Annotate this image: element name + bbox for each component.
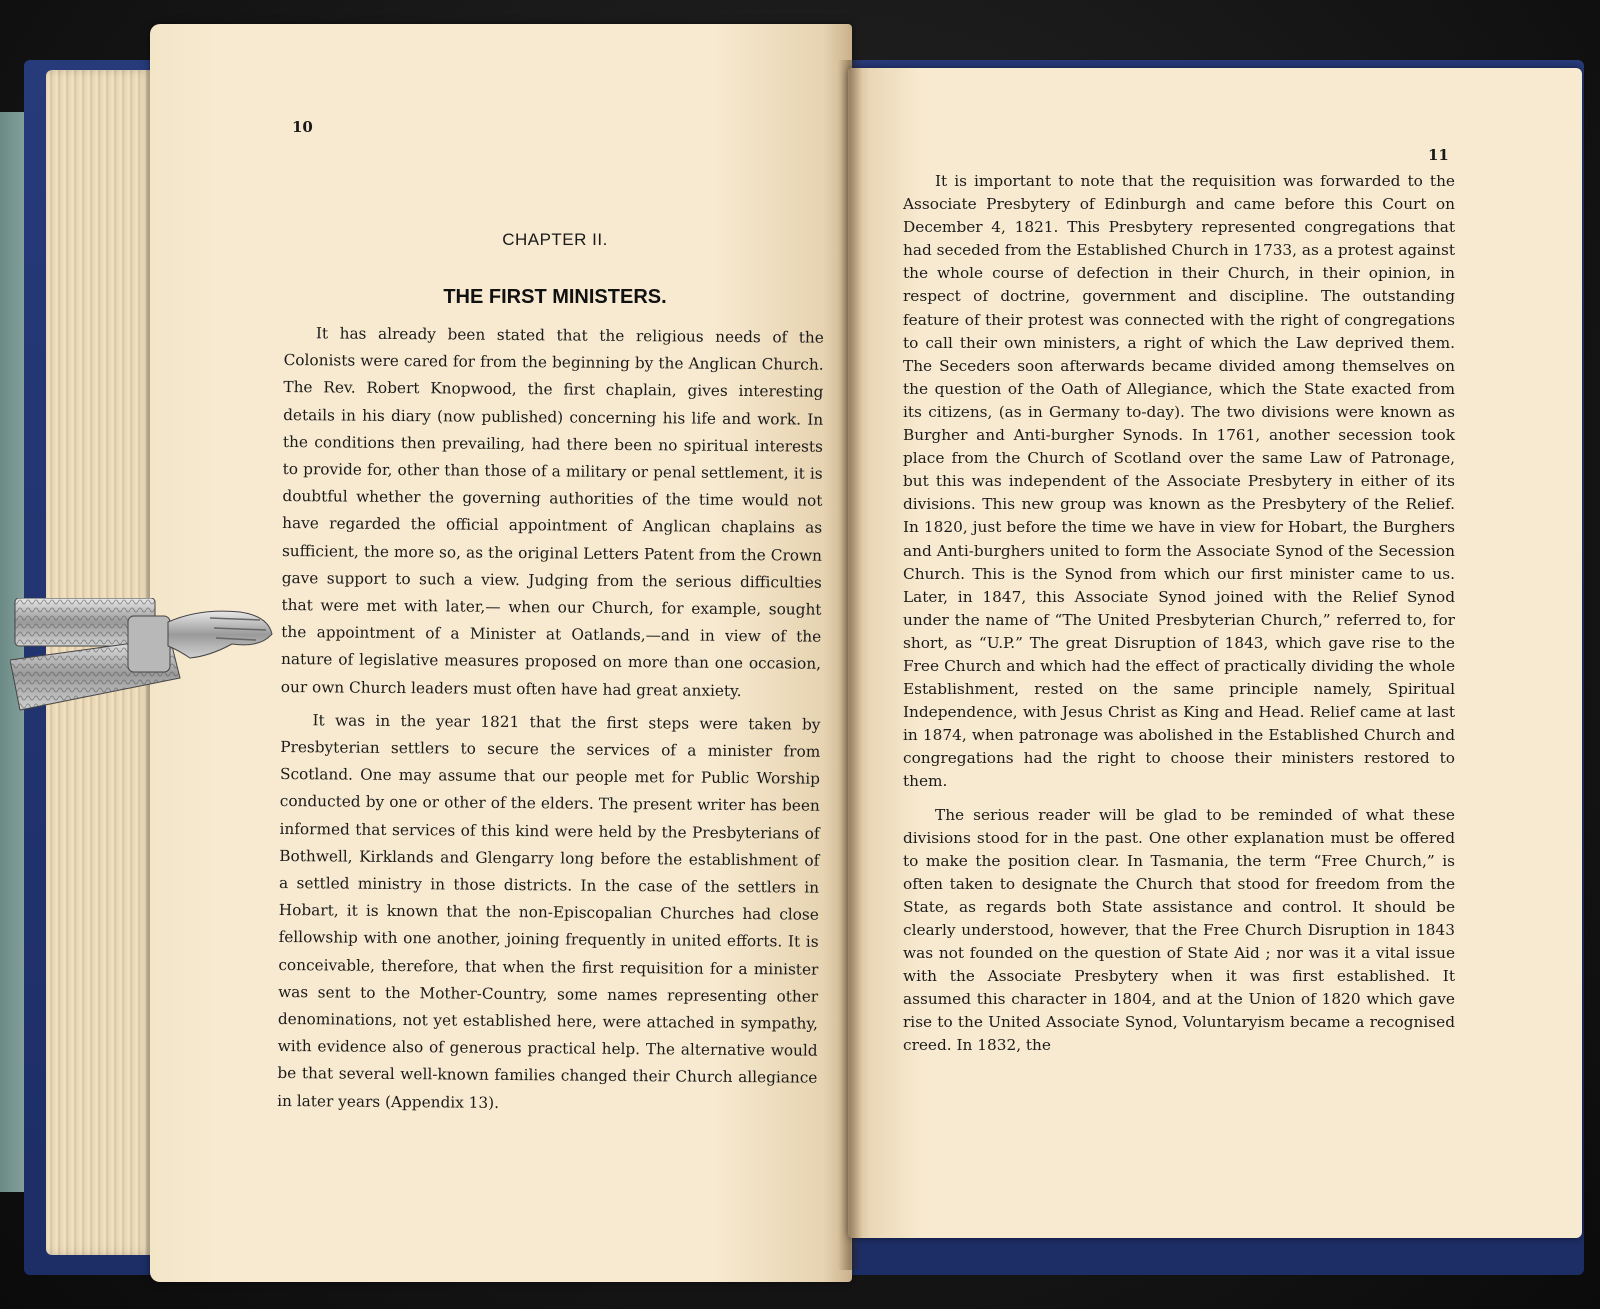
chapter-title: THE FIRST MINISTERS. (443, 286, 667, 308)
left-page-body (277, 320, 824, 1120)
page-number-right: 11 (1428, 146, 1449, 164)
book-gutter (838, 60, 862, 1270)
left-paragraph-2: It was in the year 1821 that the first steps were taken by Presbyterian settlers to secure the services of a minister from Scotland. One may assume that our people met for Public Worship conducted by one or other of the elders. The present writer has been informed that services of this kind were held by the Presbyterians of Bothwell, Kirklands and Glengarry long before the establishment of a settled ministry in those districts. In the case of the settlers in Hobart, it is known that the non-Episcopalian Churches had close fellowship with one another, joining frequently in united efforts. It is conceivable, therefore, that when the first requisition for a minister was sent to the Mother-Country, some names representing other denominations, not yet established here, were attached in sympathy, with evidence also of generous practical help. The alternative would be that several well-known families changed their Church allegiance in later years (Appendix 13). (277, 711, 821, 1112)
right-paragraph-2: The serious reader will be glad to be reminded of what these divisions stood for in the past. One other explanation must be offered to make the position clear. In Tasmania, the term “Free Church,” is often taken to designate the Church that stood for freedom from the State, as regards both State assistance and control. It should be clearly understood, however, that the Free Church Disruption in 1843 was not founded on the question of State Aid ; nor was it a vital issue with the Associate Presbytery when it was first established. It assumed this character in 1804, and at the Union of 1820 which gave rise to the United Associate Synod, Voluntaryism became a recognised creed. In 1832, the (903, 805, 1455, 1055)
bookmark-clip-icon (10, 598, 275, 723)
right-paragraph-1: It is important to note that the requisition was forwarded to the Associate Presbytery of Edinburgh and came before this Court on December 4, 1821. This Presbytery represented congregations that had seceded from the Established Church in 1733, as a protest against the whole course of defection in their Church, in their opinion, in respect of doctrine, government and discipline. The outstanding feature of their protest was connected with the right of congregations to call their own ministers, a right of which the Law deprived them. The Seceders soon afterwards became divided among themselves on the question of the Oath of Allegiance, which the State exacted from its citizens, (as in Germany to-day). The two divisions were known as Burgher and Anti-burgher Synods. In 1761, another secession took place from the Church of Scotland over the same Law of Patronage, but this was independent of the Associate Presbytery in either of its divisions. This new group was known as the Presbytery of the Relief. In 1820, just before the time we have in view for Hobart, the Burghers and Anti-burghers united to form the Associate Synod of the Secession Church. This is the Synod from which our first minister came to us. Later, in 1847, this Associate Synod joined with the Relief Synod under the name of “The United Presbyterian Church,” referred to, for short, as “U.P.” The great Disruption of 1843, which gave rise to the Free Church and which had the effect of practically dividing the whole Establishment, rested on the same principle namely, Spiritual Independence, with Jesus Christ as King and Head. Relief came at last in 1874, when patronage was abolished in the Established Church and congregations had the right to choose their ministers restored to them. (903, 172, 1455, 791)
right-page-body (903, 170, 1455, 1058)
chapter-heading: CHAPTER II. (502, 230, 608, 249)
page-number-left: 10 (292, 118, 313, 136)
left-paragraph-1: It has already been stated that the religious needs of the Colonists were cared for from the beginning by the Anglican Church. The Rev. Robert Knopwood, the first chaplain, gives interesting details in his diary (now published) concerning his life and work. In the conditions then prevailing, had there been no spiritual interests to provide for, other than those of a military or penal settlement, it is doubtful whether the governing authorities of the time would not have regarded the official appointment of Anglican chaplains as sufficient, the more so, as the original Letters Patent from the Crown gave support to such a view. Judging from the serious difficulties that were met with later,— when our Church, for example, sought the appointment of a Minister at Oatlands,—and in view of the nature of legislative measures proposed on more than one occasion, our own Church leaders must often have had great anxiety. (280, 324, 824, 700)
